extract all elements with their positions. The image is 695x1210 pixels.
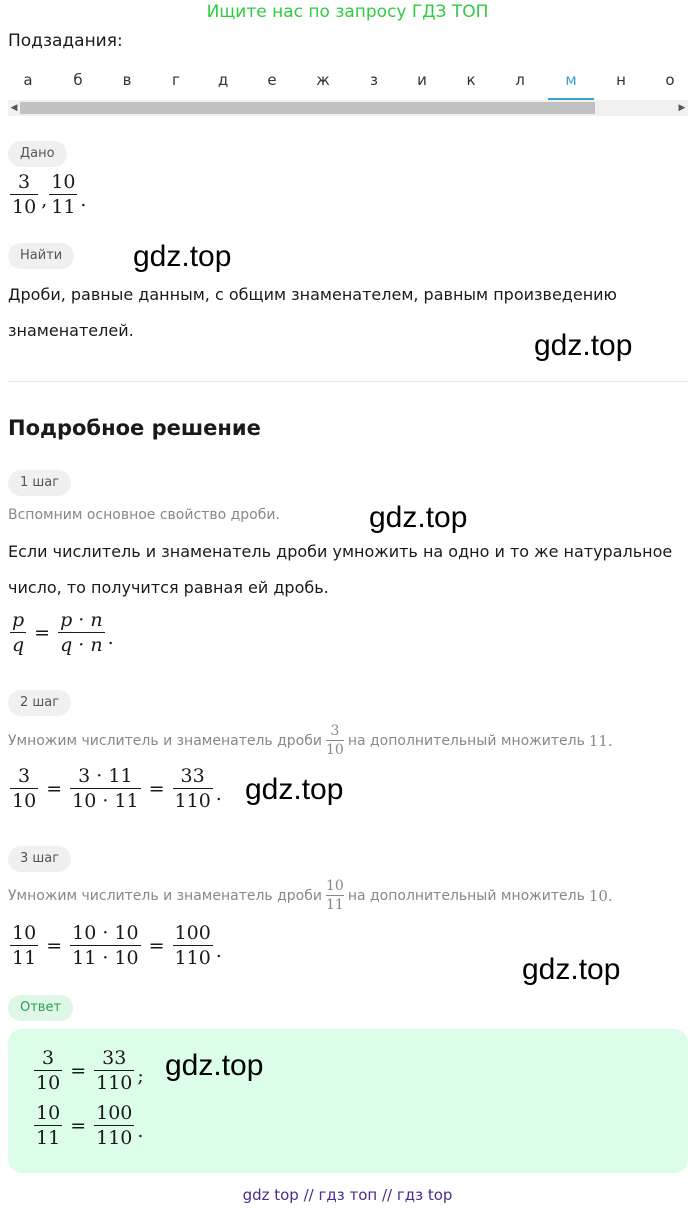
fraction: $\frac{100}{110}$: [174, 922, 211, 969]
fraction: $\frac{10 \cdot 10}{11 \cdot 10}$: [72, 922, 139, 969]
fraction: $\frac{3}{10}$: [12, 765, 37, 812]
find-text-line2: знаменателей.: [8, 321, 134, 340]
given-fractions: $\frac{3}{10}$ , $\frac{10}{11}$ .: [12, 171, 87, 218]
tab-a[interactable]: а: [23, 71, 33, 89]
step1-text-line1: Если числитель и знаменатель дроби умножить на одно и то же натуральное: [8, 542, 673, 561]
watermark: gdz.top: [245, 773, 344, 806]
step2-pill: 2 шаг: [8, 690, 71, 716]
fraction: $\frac{p \cdot n}{q \cdot n}$: [60, 609, 103, 656]
find-pill: Найти: [8, 243, 74, 269]
step2-calc: $\frac{3}{10}$ = $\frac{3 \cdot 11}{10 \cdot 11}$ = $\frac{33}{110}$ .: [12, 765, 222, 812]
fraction: $\frac{10}{11}$: [36, 1102, 61, 1149]
step3-hint: Умножим числитель и знаменатель дроби $\frac{10}{11}$ на дополнительный множитель 10.: [8, 878, 613, 913]
tab-zh[interactable]: ж: [316, 71, 330, 89]
watermark: gdz.top: [522, 953, 621, 986]
answer-row2: $\frac{10}{11}$ = $\frac{100}{110}$ .: [36, 1102, 144, 1149]
scroll-right-arrow-icon[interactable]: ▶: [678, 103, 686, 113]
footer-links[interactable]: gdz top // гдз топ // гдз top: [242, 1186, 453, 1204]
subtasks-title: Подзадания:: [8, 31, 123, 51]
promo-banner[interactable]: Ищите нас по запросу ГДЗ ТОП: [206, 2, 489, 22]
tab-i[interactable]: и: [417, 71, 427, 89]
step3-calc: $\frac{10}{11}$ = $\frac{10 \cdot 10}{11 \cdot 10}$ = $\frac{100}{110}$ .: [12, 922, 222, 969]
watermark: gdz.top: [165, 1049, 264, 1082]
tab-m[interactable]: м: [548, 70, 594, 100]
tab-n[interactable]: н: [616, 71, 626, 89]
tabs-scrollbar[interactable]: [8, 100, 688, 116]
tab-g[interactable]: г: [172, 71, 180, 89]
step1-formula: $\frac{p}{q}$ = $\frac{p \cdot n}{q \cdot n}$ .: [12, 609, 114, 656]
step1-hint: Вспомним основное свойство дроби.: [8, 507, 280, 523]
fraction: $\frac{10}{11}$: [12, 922, 37, 969]
tab-e[interactable]: е: [267, 71, 277, 89]
fraction: $\frac{33}{110}$: [96, 1047, 133, 1094]
tab-z[interactable]: з: [370, 71, 378, 89]
tab-v[interactable]: в: [122, 71, 132, 89]
tab-l[interactable]: л: [515, 71, 525, 89]
fraction: $\frac{3}{10}$: [36, 1047, 61, 1094]
subtask-tabs: [0, 70, 695, 100]
tab-b[interactable]: б: [73, 71, 83, 89]
fraction: $\frac{33}{110}$: [174, 765, 211, 812]
watermark: gdz.top: [133, 240, 232, 273]
fraction: $\frac{10}{11}$: [51, 171, 76, 218]
answer-row1: $\frac{3}{10}$ = $\frac{33}{110}$ ;: [36, 1047, 144, 1094]
tab-k[interactable]: к: [466, 71, 476, 89]
answer-pill: Ответ: [8, 995, 73, 1021]
fraction: $\frac{3}{10}$: [325, 723, 344, 758]
tab-d[interactable]: д: [217, 71, 229, 89]
fraction: $\frac{100}{110}$: [96, 1102, 133, 1149]
section-divider: [8, 381, 688, 382]
scroll-thumb[interactable]: [20, 102, 595, 114]
tab-o[interactable]: о: [665, 71, 675, 89]
step1-text-line2: число, то получится равная ей дробь.: [8, 578, 329, 597]
fraction: $\frac{p}{q}$: [12, 609, 25, 656]
fraction: $\frac{3 \cdot 11}{10 \cdot 11}$: [72, 765, 139, 812]
fraction: $\frac{10}{11}$: [325, 878, 344, 913]
find-text-line1: Дроби, равные данным, с общим знаменателем, равным произведению: [8, 285, 618, 304]
watermark: gdz.top: [369, 501, 468, 534]
fraction: $\frac{3}{10}$: [12, 171, 37, 218]
given-pill: Дано: [8, 141, 67, 167]
step2-hint: Умножим числитель и знаменатель дроби $\frac{3}{10}$ на дополнительный множитель 11.: [8, 723, 613, 758]
scroll-left-arrow-icon[interactable]: ◀: [10, 103, 18, 113]
step1-pill: 1 шаг: [8, 470, 71, 496]
watermark: gdz.top: [534, 329, 633, 362]
step3-pill: 3 шаг: [8, 846, 71, 872]
solution-title: Подробное решение: [8, 416, 261, 440]
